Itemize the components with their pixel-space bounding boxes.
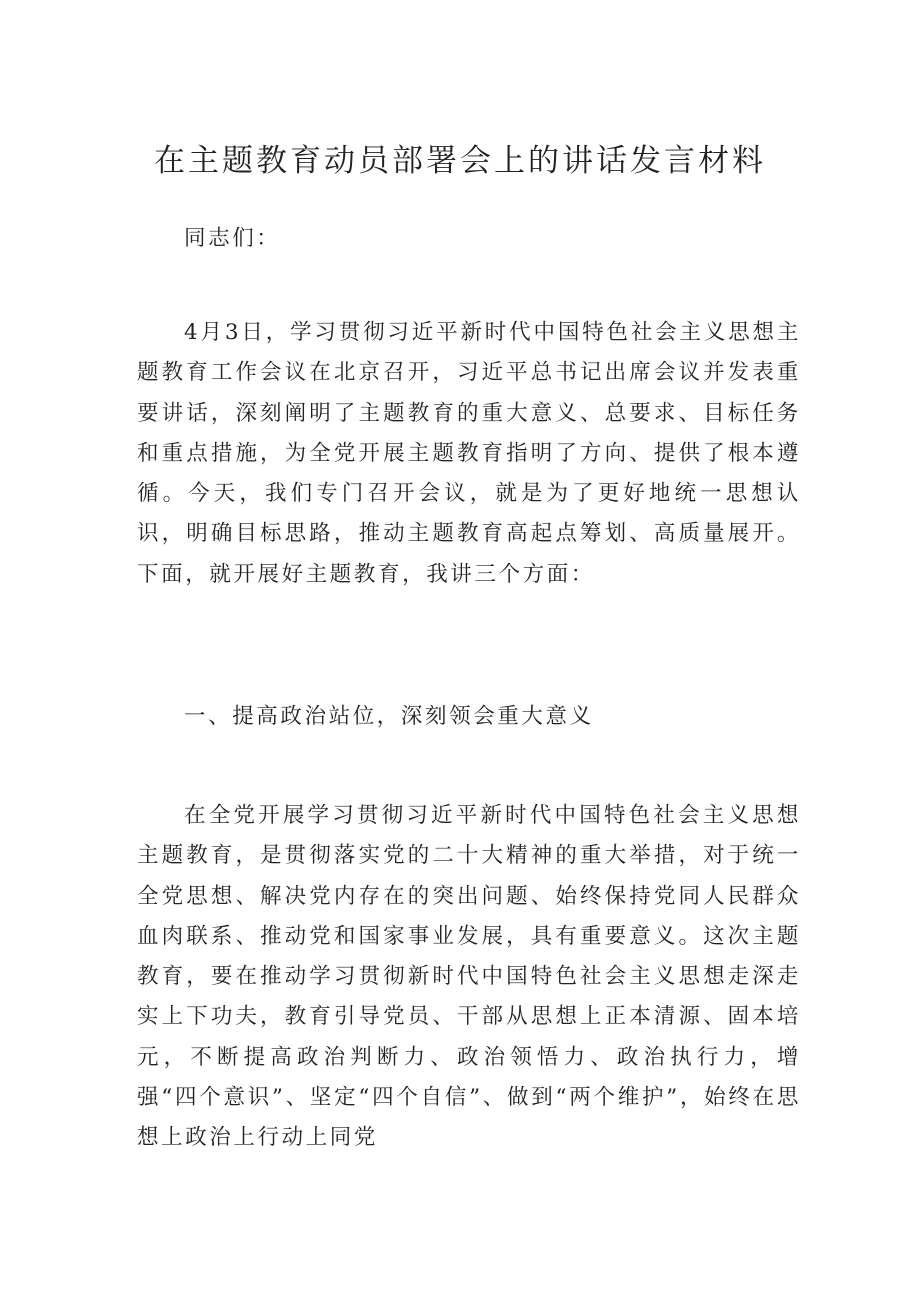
section-heading-1: 一、提高政治站位，深刻领会重大意义 xyxy=(184,704,594,729)
paragraph-intro: 4月3日，学习贯彻习近平新时代中国特色社会主义思想主题教育工作会议在北京召开，习近平总书记出席会议并发表重要讲话，深刻阐明了主题教育的重大意义、总要求、目标任务和重点措施，为全党开展主题教育指明了方向、提供了根本遵循。今天，我们专门召开会议，就是为了更好地统一思想认识，明确目标思路，推动主题教育高起点筹划、高质量展开。下面，就开展好主题教育，我讲三个方面： xyxy=(137,320,801,587)
salutation: 同志们： xyxy=(184,226,281,251)
document-title: 在主题教育动员部署会上的讲话发言材料 xyxy=(154,143,766,179)
paragraph-section-1: 在全党开展学习贯彻习近平新时代中国特色社会主义思想主题教育，是贯彻落实党的二十大精神的重大举措，对于统一全党思想、解决党内存在的突出问题、始终保持党同人民群众血肉联系、推动党和国家事业发展，具有重要意义。这次主题教育，要在推动学习贯彻新时代中国特色社会主义思想走深走实上下功夫，教育引导党员、干部从思想上正本清源、固本培元，不断提高政治判断力、政治领悟力、政治执行力，增强“四个意识”、坚定“四个自信”、做到“两个维护”，始终在思想上政治上行动上同党 xyxy=(137,803,801,1151)
